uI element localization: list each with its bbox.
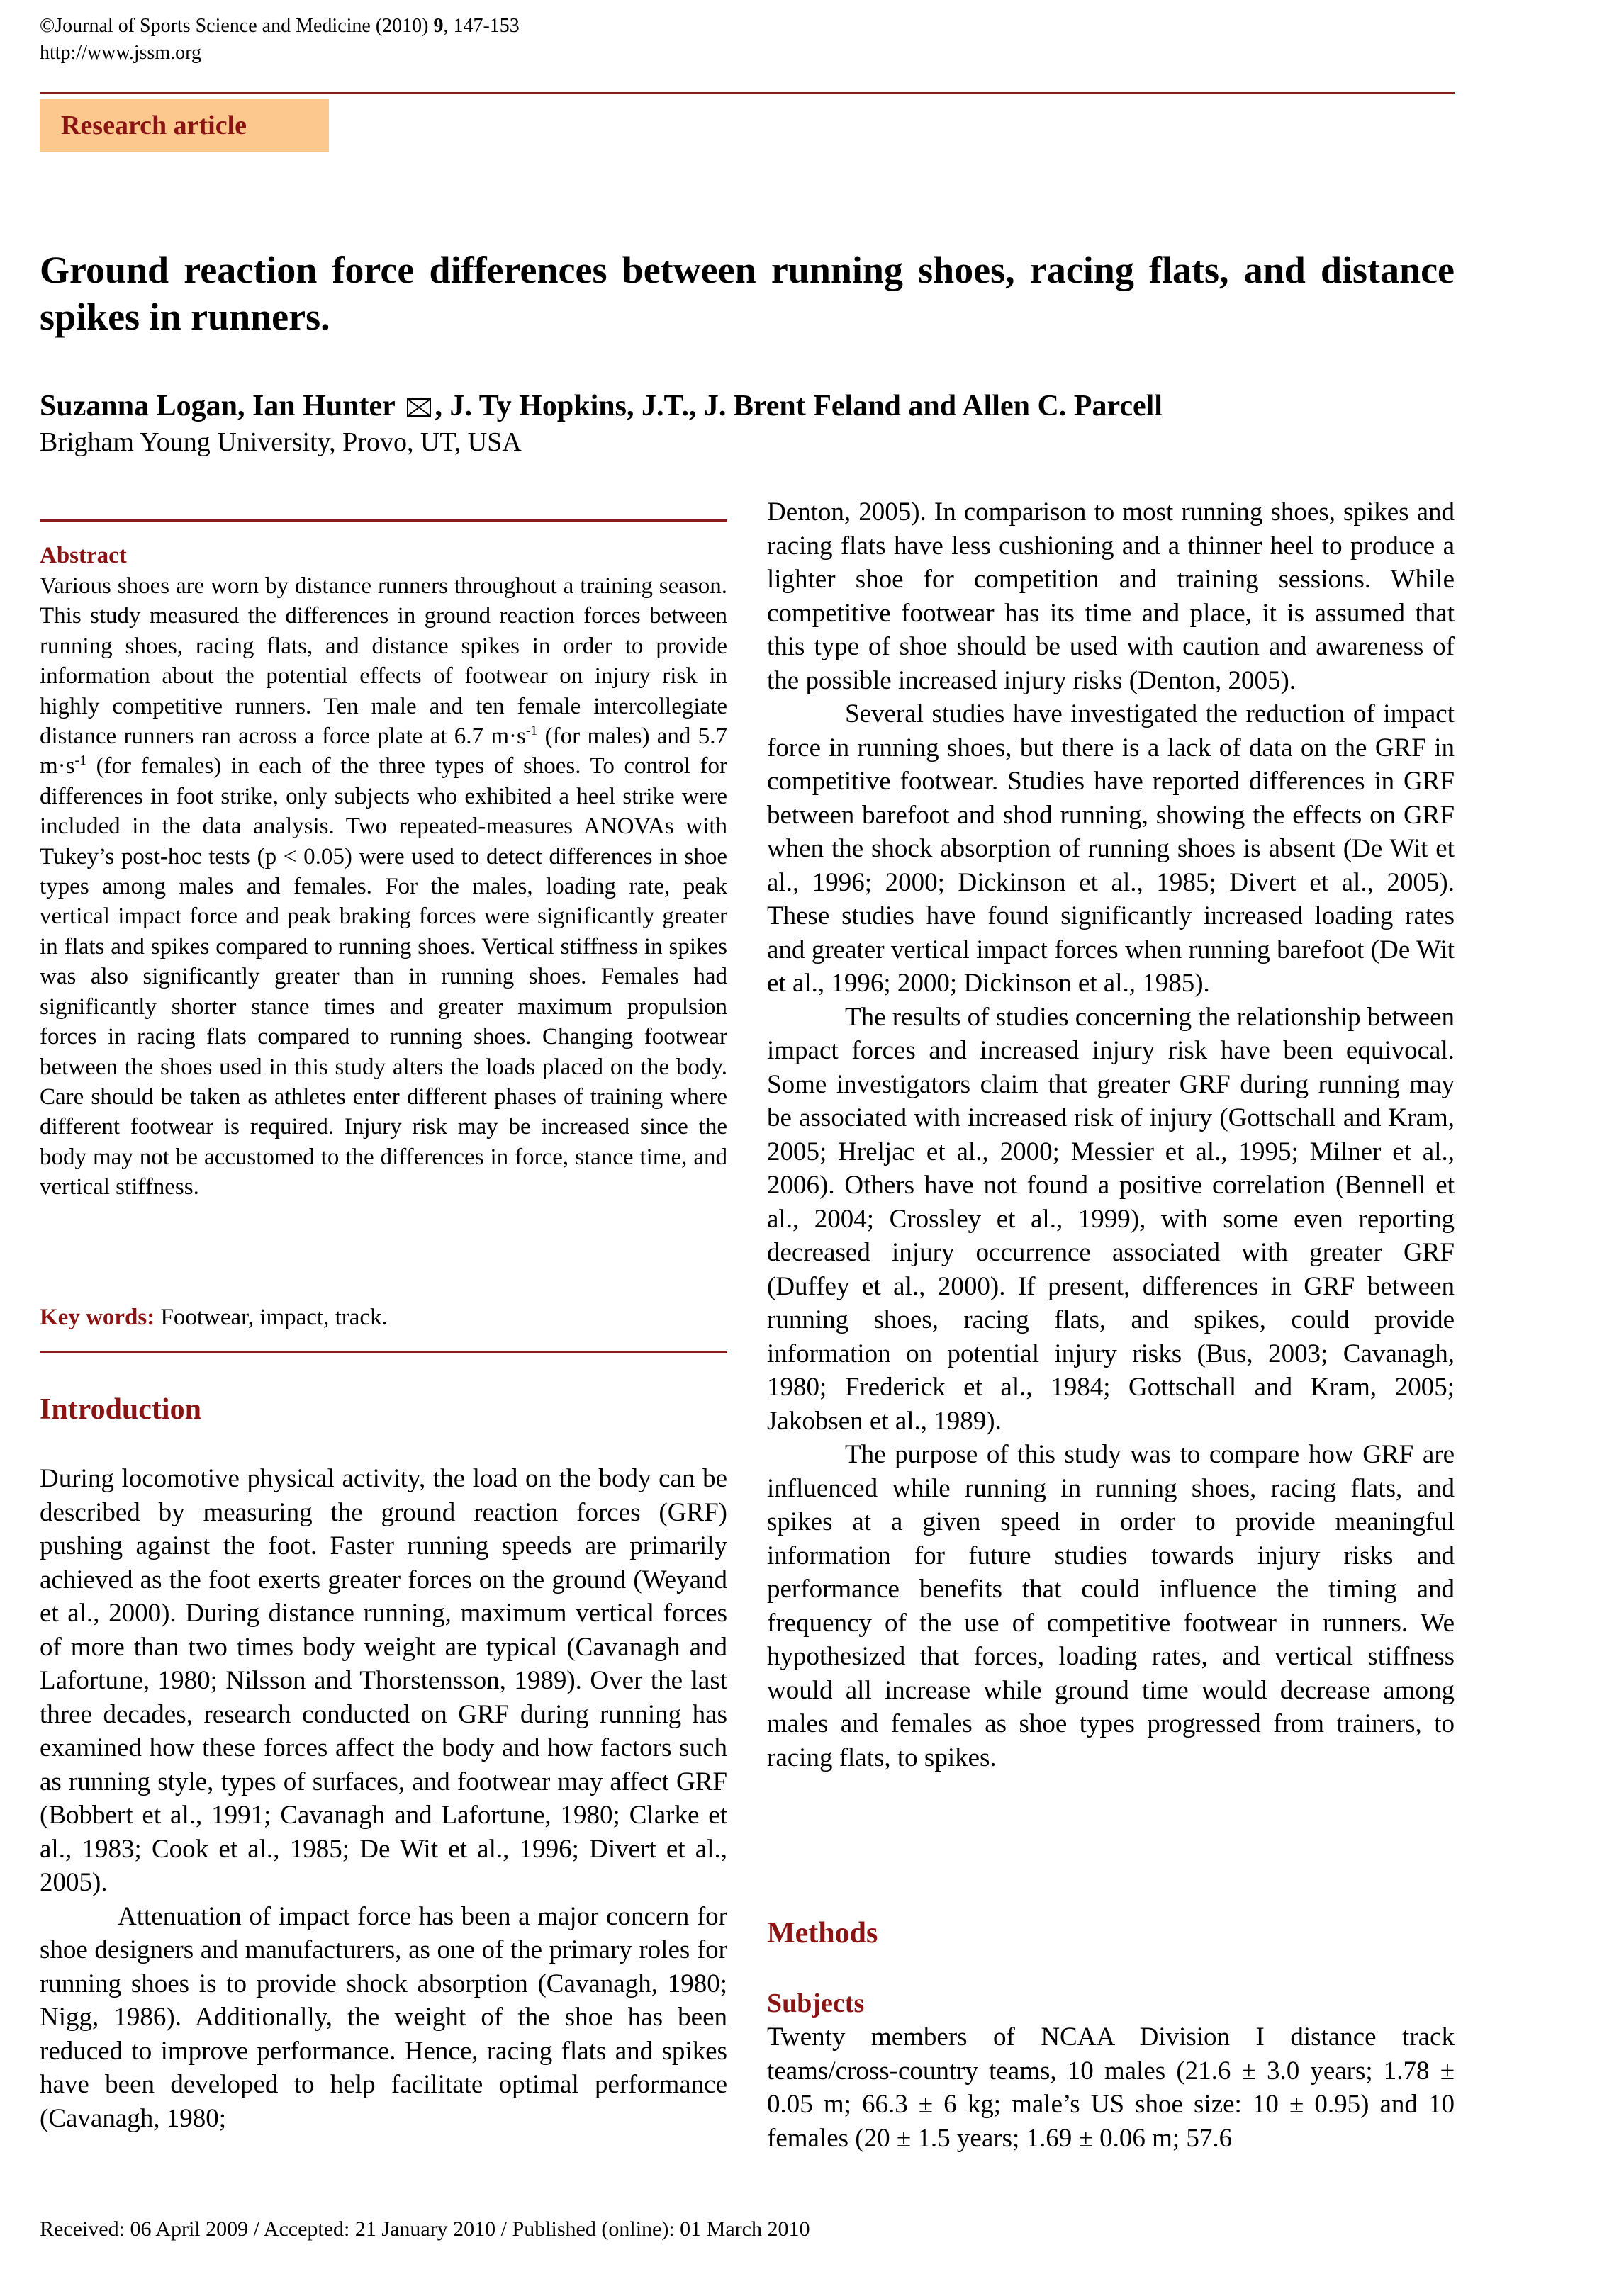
intro-paragraph-1: During locomotive physical activity, the load on the body can be described by measuring the ground reaction forces (GRF) pushing against the foot. Faster running speeds are primarily achieved as the foot exerts greater forces on the ground (Weyand et al., 2000). During distance running, maximum vertical forces of more than two times body weight are typical (Cavanagh and Lafortune, 1980; Nilsson and Thorstensson, 1989). Over the last three decades, research conducted on GRF during running has examined how these forces affect the body and how factors such as running style, types of surfaces, and footwear may affect GRF (Bobbert et al., 1991; Cavanagh and Lafortune, 1980; Clarke et al., 1983; Cook et al., 1985; De Wit et al., 1996; Divert et al., 2005).	[40, 1464, 727, 1897]
journal-volume: 9	[433, 15, 444, 37]
author-list: Suzanna Logan, Ian Hunter , J. Ty Hopkins, J.T., J. Brent Feland and Allen C. Parcell	[40, 390, 1163, 422]
introduction-right-column	[767, 495, 1455, 1774]
intro-paragraph-2: Attenuation of impact force has been a major concern for shoe designers and manufacturers, as one of the primary roles for running shoes is to provide shock absorption (Cavanagh, 1980; Nigg, 1986). Additionally, the weight of the shoe has been reduced to improve performance. Hence, racing flats and spikes have been developed to help facilitate optimal performance (Cavanagh, 1980;	[40, 1901, 727, 2133]
abstract-body: Various shoes are worn by distance runners throughout a training season. This study measured the differences in ground reaction forces between running shoes, racing flats, and distance spikes in order to provide information about the potential effects of footwear on injury risk in highly competitive runners. Ten male and ten female intercollegiate distance runners ran across a force plate at 6.7 $m\cdot s^{-1}$ (for males) and 5.7 $m\cdot s^{-1}$ (for females) in each of the three types of shoes. To control for differences in foot strike, only subjects who exhibited a heel strike were included in the data analysis. Two repeated-measures ANOVAs with Tukey’s post-hoc tests (p < 0.05) were used to detect differences in shoe types among males and females. For the males, loading rate, peak vertical impact force and peak braking forces were significantly greater in flats and spikes compared to running shoes. Vertical stiffness in spikes was also significantly greater than in running shoes. Females had significantly shorter stance times and greater maximum propulsion forces in racing flats compared to running shoes. Changing footwear between the shoes used in this study alters the loads placed on the body. Care should be taken as athletes enter different phases of training where different footwear is required. Injury risk may be increased since the body may not be accustomed to the differences in force, stance time, and vertical stiffness.	[40, 573, 728, 1200]
envelope-icon[interactable]	[407, 398, 431, 417]
introduction-heading: Introduction	[40, 1393, 201, 1426]
subjects-paragraph: Twenty members of NCAA Division I distance track teams/cross-country teams, 10 males (21.6 ± 3.0 years; 1.78 ± 0.05 m; 66.3 ± 6 kg; male’s US shoe size: 10 ± 0.95) and 10 females (20 ± 1.5 years; 1.69 ± 0.06 m; 57.6	[767, 2022, 1455, 2153]
article-title: Ground reaction force differences between running shoes, racing flats, and distance spikes in runners.	[40, 249, 1455, 338]
keywords: Key words: Footwear, impact, track.	[40, 1305, 388, 1330]
header-rule	[40, 92, 1455, 94]
journal-header	[40, 13, 520, 67]
abstract-heading: Abstract	[40, 543, 127, 568]
article-type-badge: Research article	[40, 99, 329, 152]
subjects-subheading: Subjects	[767, 1988, 865, 2018]
intro-paragraph-2-continued: Denton, 2005). In comparison to most running shoes, spikes and racing flats have less cushioning and a thinner heel to produce a lighter shoe for competition and training sessions. While competitive footwear has its time and place, it is assumed that this type of shoe should be used with caution and awareness of the possible increased injury risks (Denton, 2005).	[767, 497, 1455, 695]
keywords-label: Key words:	[40, 1305, 155, 1330]
abstract-top-rule	[40, 519, 727, 522]
affiliation: Brigham Young University, Provo, UT, USA	[40, 427, 522, 457]
publication-dates: Received: 06 April 2009 / Accepted: 21 January 2010 / Published (online): 01 March 2010	[40, 2217, 810, 2241]
introduction-left-column	[40, 1462, 727, 2135]
journal-citation: ©Journal of Sports Science and Medicine (2010) 9, 147-153	[40, 15, 520, 37]
intro-paragraph-3: Several studies have investigated the reduction of impact force in running shoes, but there is a lack of data on the GRF in competitive footwear. Studies have reported differences in GRF between barefoot and shod running, showing the effects on GRF when the shock absorption of running shoes is absent (De Wit et al., 1996; 2000; Dickinson et al., 1985; Divert et al., 2005). These studies have found significantly increased loading rates and greater vertical impact forces when running barefoot (De Wit et al., 1996; 2000; Dickinson et al., 1985).	[767, 699, 1455, 998]
intro-paragraph-5: The purpose of this study was to compare how GRF are influenced while running in running shoes, racing flats, and spikes at a given speed in order to provide meaningful information for future studies towards injury risks and performance benefits that could influence the timing and frequency of the use of competitive footwear in runners. We hypothesized that forces, loading rates, and vertical stiffness would all increase while ground time would decrease among males and females as shoe types progressed from trainers, to racing flats, to spikes.	[767, 1440, 1455, 1772]
intro-paragraph-4: The results of studies concerning the relationship between impact forces and increased injury risk have been equivocal. Some investigators claim that greater GRF during running may be associated with increased risk of injury (Gottschall and Kram, 2005; Hreljac et al., 2000; Messier et al., 1995; Milner et al., 2006). Others have not found a positive correlation (Bennell et al., 2004; Crossley et al., 1999), with some even reporting decreased injury occurrence associated with greater GRF (Duffey et al., 2000). If present, differences in GRF between running shoes, racing flats, and spikes, could provide information on potential injury risks (Bus, 2003; Cavanagh, 1980; Frederick et al., 1984; Gottschall and Kram, 2005; Jakobsen et al., 1989).	[767, 1002, 1455, 1436]
journal-url[interactable]: http://www.jssm.org	[40, 42, 201, 64]
abstract-bottom-rule	[40, 1351, 727, 1353]
methods-heading: Methods	[767, 1917, 878, 1949]
